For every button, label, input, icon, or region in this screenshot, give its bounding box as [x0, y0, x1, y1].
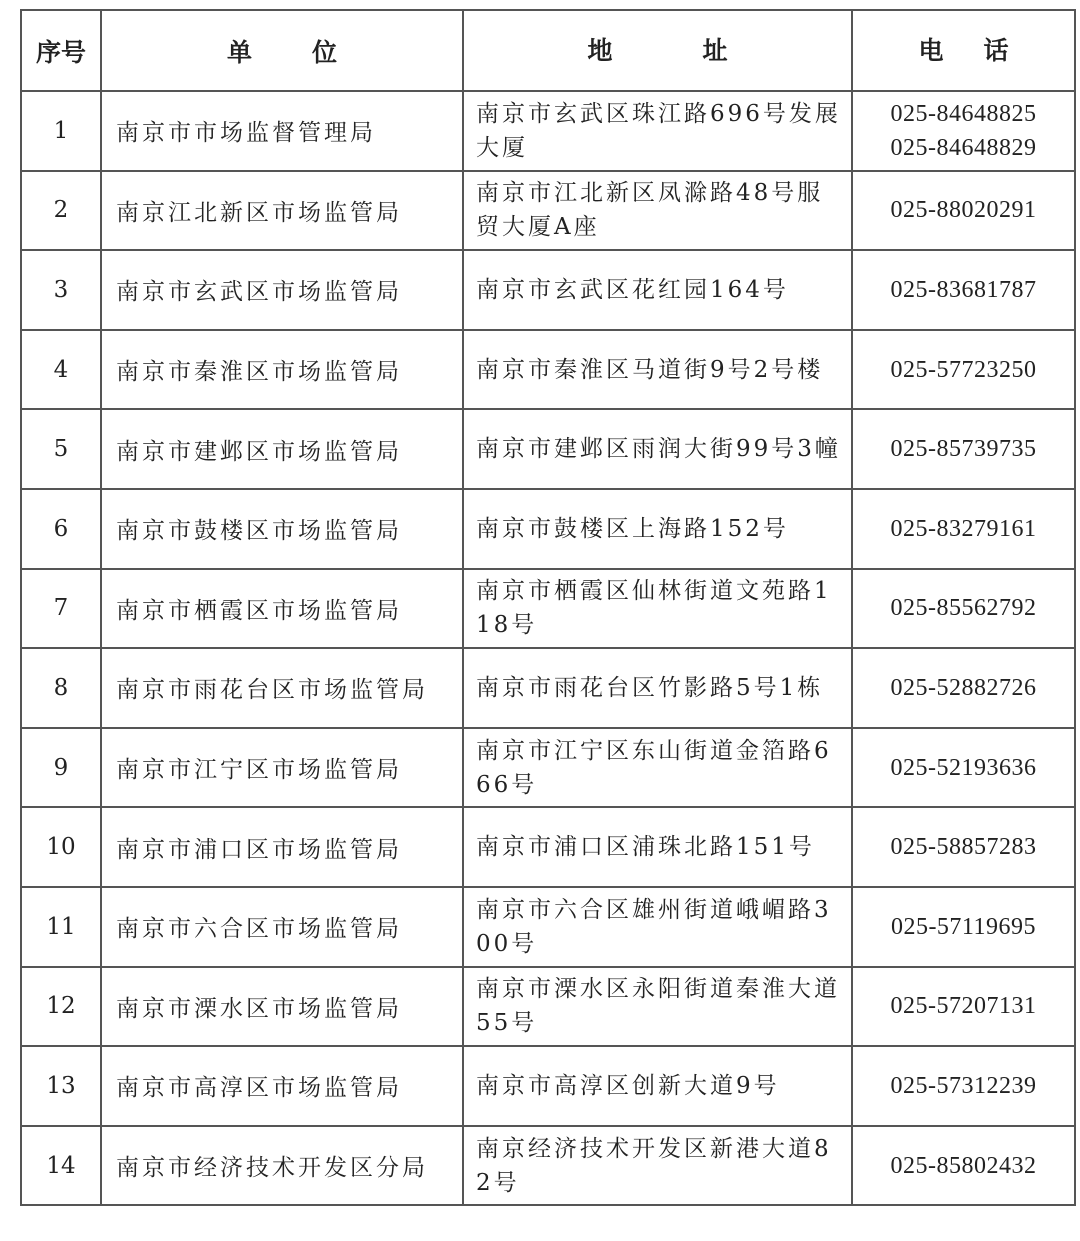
row-unit: 南京市秦淮区市场监管局 — [101, 330, 463, 410]
row-phone — [852, 409, 1075, 489]
row-unit: 南京市浦口区市场监管局 — [101, 807, 463, 887]
table-row — [21, 1126, 1075, 1206]
phone-number: 025-57723250 — [890, 356, 1037, 383]
table-row — [21, 91, 1075, 171]
table-row — [21, 409, 1075, 489]
row-index: 1 — [21, 91, 101, 171]
phone-number: 025-52193636 — [890, 754, 1037, 781]
row-unit: 南京市建邺区市场监管局 — [101, 409, 463, 489]
table-row — [21, 1046, 1075, 1126]
phone-number: 025-52882726 — [890, 674, 1037, 701]
phone-number: 025-88020291 — [890, 197, 1037, 224]
phone-number: 025-57207131 — [890, 993, 1037, 1020]
row-unit: 南京市雨花台区市场监管局 — [101, 648, 463, 728]
phone-number: 025-85562792 — [890, 595, 1037, 622]
phone-number: 025-57119695 — [890, 913, 1037, 940]
header-unit: 单位 — [101, 10, 463, 91]
phone-number: 025-58857283 — [890, 834, 1037, 861]
row-index: 12 — [21, 967, 101, 1047]
phone-number: 025-57312239 — [890, 1072, 1037, 1099]
row-phone — [852, 489, 1075, 569]
row-phone — [852, 1046, 1075, 1126]
table-row — [21, 887, 1075, 967]
row-unit: 南京市高淳区市场监管局 — [101, 1046, 463, 1126]
table-row — [21, 489, 1075, 569]
row-unit: 南京市鼓楼区市场监管局 — [101, 489, 463, 569]
table-row — [21, 569, 1075, 649]
table-body — [21, 91, 1075, 1205]
header-index: 序号 — [21, 10, 101, 91]
row-phone — [852, 330, 1075, 410]
phone-number: 025-85739735 — [890, 436, 1037, 463]
row-index: 6 — [21, 489, 101, 569]
row-address: 南京经济技术开发区新港大道82号 — [463, 1126, 852, 1206]
row-unit: 南京江北新区市场监管局 — [101, 171, 463, 251]
row-address: 南京市玄武区珠江路696号发展大厦 — [463, 91, 852, 171]
row-unit: 南京市江宁区市场监管局 — [101, 728, 463, 808]
row-phone — [852, 648, 1075, 728]
row-unit: 南京市经济技术开发区分局 — [101, 1126, 463, 1206]
row-index: 3 — [21, 250, 101, 330]
header-address: 地址 — [463, 10, 852, 91]
row-phone — [852, 171, 1075, 251]
row-index: 2 — [21, 171, 101, 251]
table-row — [21, 807, 1075, 887]
table-row — [21, 648, 1075, 728]
row-phone — [852, 967, 1075, 1047]
row-address: 南京市江北新区凤滁路48号服贸大厦A座 — [463, 171, 852, 251]
row-index: 7 — [21, 569, 101, 649]
row-address: 南京市雨花台区竹影路5号1栋 — [463, 648, 852, 728]
row-phone — [852, 1126, 1075, 1206]
row-address: 南京市秦淮区马道街9号2号楼 — [463, 330, 852, 410]
header-phone: 电话 — [852, 10, 1075, 91]
table-row — [21, 250, 1075, 330]
row-phone — [852, 250, 1075, 330]
row-unit: 南京市溧水区市场监管局 — [101, 967, 463, 1047]
table-row — [21, 728, 1075, 808]
row-address: 南京市浦口区浦珠北路151号 — [463, 807, 852, 887]
row-address: 南京市栖霞区仙林街道文苑路118号 — [463, 569, 852, 649]
row-phone — [852, 728, 1075, 808]
row-address: 南京市江宁区东山街道金箔路666号 — [463, 728, 852, 808]
row-unit: 南京市栖霞区市场监管局 — [101, 569, 463, 649]
row-address: 南京市玄武区花红园164号 — [463, 250, 852, 330]
row-address: 南京市高淳区创新大道9号 — [463, 1046, 852, 1126]
row-unit: 南京市玄武区市场监管局 — [101, 250, 463, 330]
row-unit: 南京市市场监督管理局 — [101, 91, 463, 171]
phone-number: 025-83279161 — [890, 515, 1037, 542]
row-address: 南京市溧水区永阳街道秦淮大道55号 — [463, 967, 852, 1047]
table-row — [21, 330, 1075, 410]
row-index: 8 — [21, 648, 101, 728]
table-header-row — [21, 10, 1075, 91]
row-address: 南京市六合区雄州街道峨嵋路300号 — [463, 887, 852, 967]
phone-number: 025-85802432 — [890, 1152, 1037, 1179]
table-row — [21, 171, 1075, 251]
row-phone — [852, 569, 1075, 649]
phone-number: 025-84648829 — [890, 134, 1037, 161]
row-index: 13 — [21, 1046, 101, 1126]
row-index: 11 — [21, 887, 101, 967]
row-address: 南京市建邺区雨润大街99号3幢 — [463, 409, 852, 489]
phone-number: 025-84648825 — [890, 100, 1037, 127]
row-unit: 南京市六合区市场监管局 — [101, 887, 463, 967]
phone-number: 025-83681787 — [890, 276, 1037, 303]
row-index: 9 — [21, 728, 101, 808]
row-index: 4 — [21, 330, 101, 410]
row-index: 10 — [21, 807, 101, 887]
row-index: 5 — [21, 409, 101, 489]
row-phone — [852, 91, 1075, 171]
row-address: 南京市鼓楼区上海路152号 — [463, 489, 852, 569]
row-phone — [852, 887, 1075, 967]
contact-table — [20, 9, 1076, 1206]
row-index: 14 — [21, 1126, 101, 1206]
row-phone — [852, 807, 1075, 887]
table-row — [21, 967, 1075, 1047]
